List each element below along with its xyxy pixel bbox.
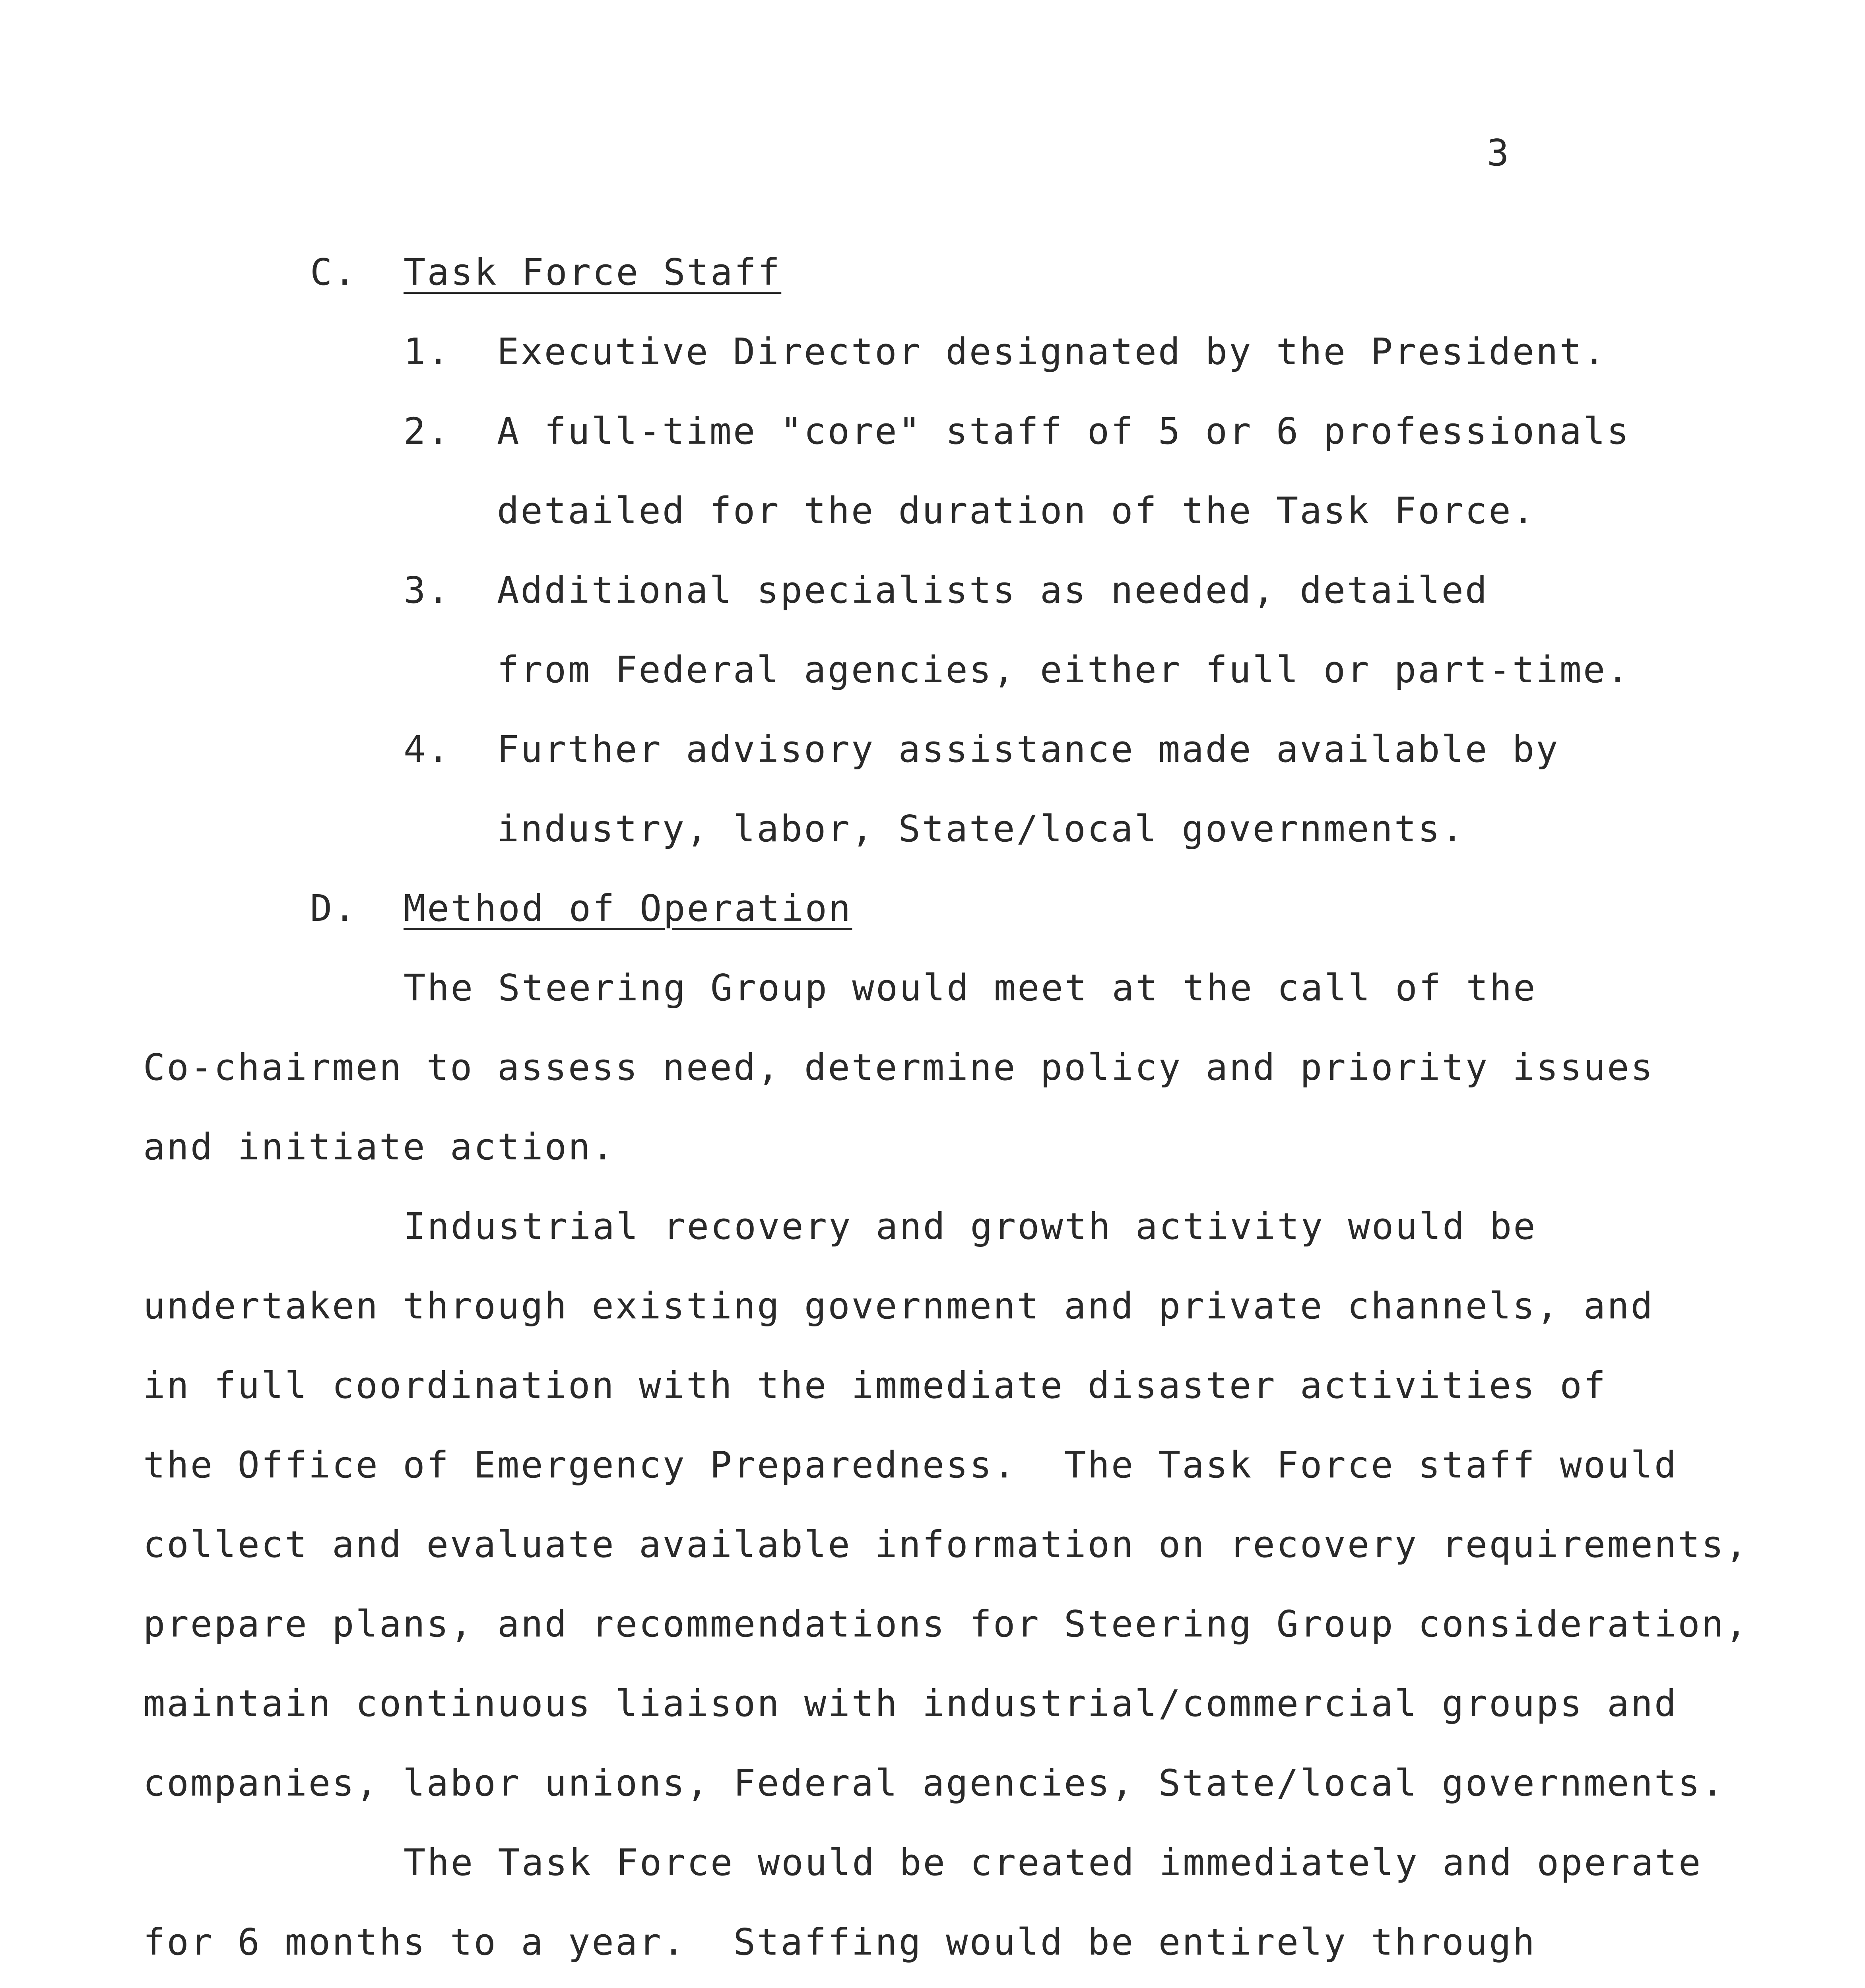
section-c-letter: C. — [310, 251, 357, 293]
paragraph-2-line-5: collect and evaluate available information on recovery requirements, — [143, 1523, 1749, 1566]
paragraph-3-line-1: The Task Force would be created immediately and operate — [404, 1841, 1702, 1884]
paragraph-2-line-7: maintain continuous liaison with industrial/commercial groups and — [143, 1682, 1678, 1725]
item-4-line-1: Further advisory assistance made available by — [497, 728, 1560, 771]
item-2-number: 2. — [404, 410, 451, 452]
item-1-number: 1. — [404, 330, 451, 373]
item-3-line-1: Additional specialists as needed, detailed — [497, 569, 1489, 612]
paragraph-1-line-1: The Steering Group would meet at the call of the — [404, 967, 1537, 1009]
section-d-letter: D. — [310, 887, 357, 930]
item-4-line-2: industry, labor, State/local governments. — [497, 808, 1465, 850]
item-3-number: 3. — [404, 569, 451, 612]
page-number: 3 — [1487, 132, 1511, 174]
item-1-line-1: Executive Director designated by the President. — [497, 330, 1607, 373]
paragraph-3-line-2: for 6 months to a year. Staffing would be entirely through — [143, 1921, 1536, 1963]
paragraph-2-line-2: undertaken through existing government and private channels, and — [143, 1285, 1654, 1327]
section-d-heading: Method of Operation — [404, 887, 852, 930]
item-4-number: 4. — [404, 728, 451, 771]
paragraph-2-line-6: prepare plans, and recommendations for Steering Group consideration, — [143, 1603, 1749, 1645]
item-2-line-1: A full-time "core" staff of 5 or 6 professionals — [497, 410, 1630, 452]
paragraph-2-line-8: companies, labor unions, Federal agencies, State/local governments. — [143, 1762, 1725, 1804]
section-c-heading: Task Force Staff — [404, 251, 782, 293]
paragraph-2-line-4: the Office of Emergency Preparedness. The Task Force staff would — [143, 1444, 1678, 1486]
paragraph-2-line-1: Industrial recovery and growth activity would be — [404, 1205, 1537, 1248]
item-2-line-2: detailed for the duration of the Task Force. — [497, 489, 1536, 532]
paragraph-1-line-3: and initiate action. — [143, 1126, 615, 1168]
paragraph-1-line-2: Co-chairmen to assess need, determine policy and priority issues — [143, 1046, 1654, 1089]
paragraph-2-line-3: in full coordination with the immediate disaster activities of — [143, 1364, 1607, 1407]
item-3-line-2: from Federal agencies, either full or part-time. — [497, 648, 1630, 691]
